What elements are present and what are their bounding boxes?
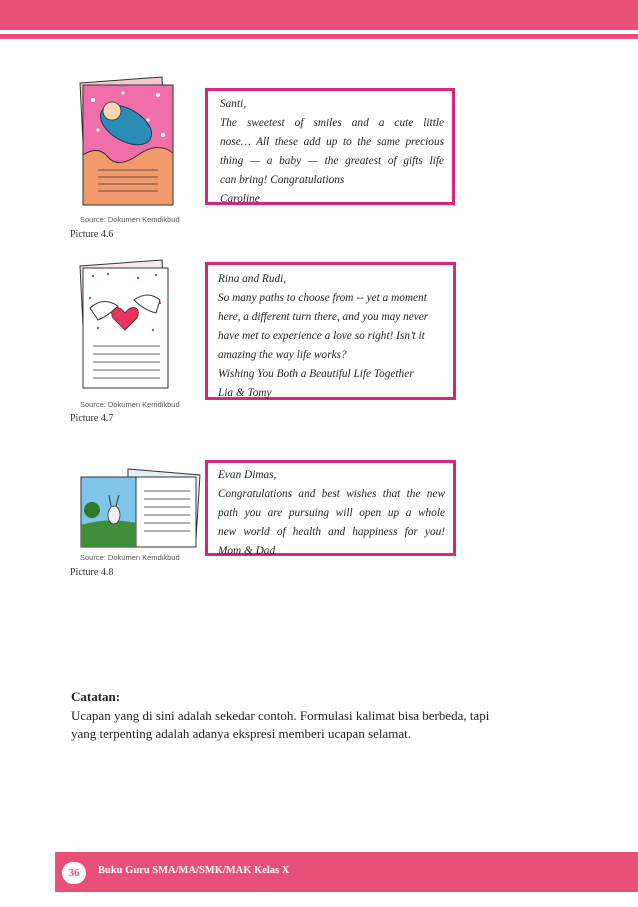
message-line: here, a different turn there, and you may never <box>218 311 429 323</box>
header-bar <box>0 0 638 30</box>
message-line: So many paths to choose from -- yet a moment <box>218 292 427 304</box>
note-text-line: yang terpenting adalah adanya ekspresi memberi ucapan selamat. <box>71 726 412 741</box>
message-line: amazing the way life works? <box>218 349 347 361</box>
message-line: Evan Dimas, <box>218 469 277 481</box>
source-credit: Source: Dokumen Kemdikbud <box>80 215 180 224</box>
message-line: Lia & Tomy <box>218 387 272 399</box>
message-line: nose… All these add up to the same precious <box>220 136 444 148</box>
message-line: Wishing You Both a Beautiful Life Together <box>218 368 414 380</box>
picture-caption: Picture 4.7 <box>70 413 114 424</box>
message-line: have met to experience a love so right! Isn’t it <box>218 330 425 342</box>
source-credit: Source: Dokumen Kemdikbud <box>80 553 180 562</box>
message-line: Santi, <box>220 98 247 110</box>
note-heading: Catatan: <box>71 689 121 704</box>
source-credit: Source: Dokumen Kemdikbud <box>80 400 180 409</box>
greeting-message-box <box>205 262 456 400</box>
greeting-message-box <box>205 88 455 205</box>
baby-card-illustration <box>78 75 178 210</box>
new-path-card-illustration <box>78 465 203 550</box>
message-line: new world of health and happiness for you! <box>218 526 445 538</box>
message-line: Mom & Dad <box>218 545 276 557</box>
message-line: Rina and Rudi, <box>218 273 287 285</box>
message-line: The sweetest of smiles and a cute little <box>220 117 444 129</box>
message-line: path you are pursuing will open up a whole <box>218 507 445 519</box>
wedding-card-illustration <box>78 258 178 393</box>
message-line: Caroline <box>220 193 260 205</box>
message-line: thing — a baby — the greatest of gifts life <box>220 155 444 167</box>
header-rule <box>0 34 638 39</box>
message-line: can bring! Congratulations <box>220 174 345 186</box>
picture-caption: Picture 4.8 <box>70 567 114 578</box>
message-line: Congratulations and best wishes that the new <box>218 488 445 500</box>
greeting-message-box <box>205 460 456 556</box>
picture-caption: Picture 4.6 <box>70 229 114 240</box>
book-title: Buku Guru SMA/MA/SMK/MAK Kelas X <box>98 865 290 876</box>
note-section <box>71 688 541 744</box>
page-number: 36 <box>62 862 86 884</box>
note-text-line: Ucapan yang di sini adalah sekedar contoh. Formulasi kalimat bisa berbeda, tapi <box>71 707 490 723</box>
